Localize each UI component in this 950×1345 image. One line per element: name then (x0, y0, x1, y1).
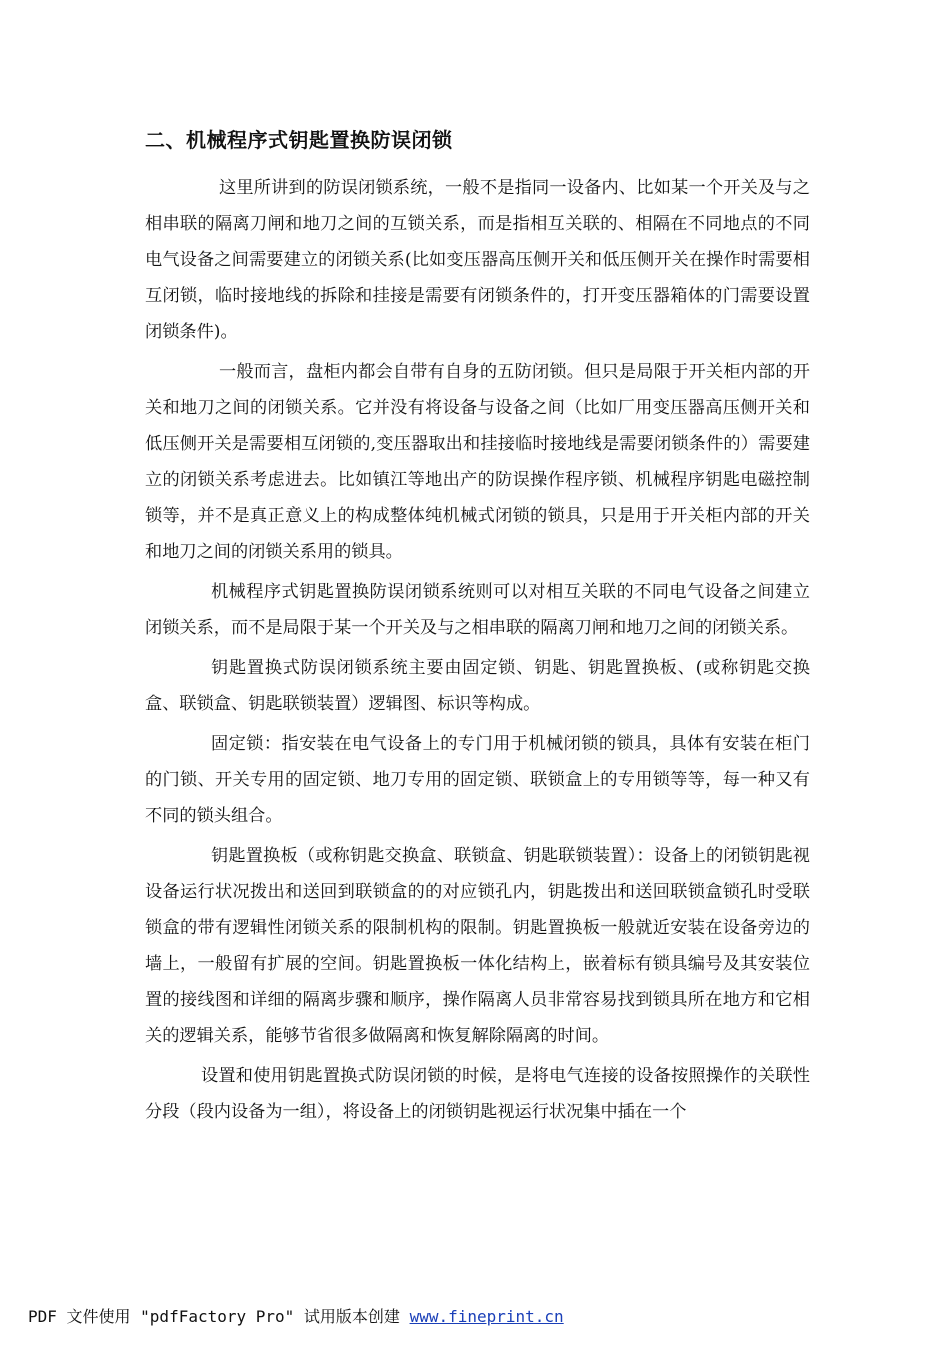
paragraph-system-components: 钥匙置换式防误闭锁系统主要由固定锁、钥匙、钥匙置换板、(或称钥匙交换盒、联锁盒、钥匙联锁装置）逻辑图、标识等构成。 (145, 658, 810, 714)
paragraph-interlock-scope: 这里所讲到的防误闭锁系统，一般不是指同一设备内、比如某一个开关及与之相串联的隔离刀闸和地刀之间的互锁关系，而是指相互关联的、相隔在不同地点的不同电气设备之间需要建立的闭锁关系(比如变压器高压侧开关和低压侧开关在操作时需要相互闭锁，临时接地线的拆除和挂接是需要有闭锁条件的，打开变压器箱体的门需要设置闭锁条件)。 (145, 178, 810, 342)
footer-text: PDF 文件使用 "pdfFactory Pro" 试用版本创建 (28, 1307, 410, 1326)
body-text (145, 170, 810, 1134)
footer-link[interactable]: www.fineprint.cn (409, 1307, 564, 1326)
paragraph-fixed-lock: 固定锁：指安装在电气设备上的专门用于机械闭锁的锁具，具体有安装在柜门的门锁、开关专用的固定锁、地刀专用的固定锁、联锁盒上的专用锁等等，每一种又有不同的锁头组合。 (145, 734, 810, 826)
paragraph-setup-usage: 设置和使用钥匙置换式防误闭锁的时候，是将电气连接的设备按照操作的关联性分段（段内设备为一组），将设备上的闭锁钥匙视运行状况集中插在一个 (145, 1066, 810, 1122)
paragraph-key-exchange-board: 钥匙置换板（或称钥匙交换盒、联锁盒、钥匙联锁装置）：设备上的闭锁钥匙视设备运行状况拨出和送回到联锁盒的的对应锁孔内，钥匙拨出和送回联锁盒锁孔时受联锁盒的带有逻辑性闭锁关系的限制机构的限制。钥匙置换板一般就近安装在设备旁边的墙上，一般留有扩展的空间。钥匙置换板一体化结构上，嵌着标有锁具编号及其安装位置的接线图和详细的隔离步骤和顺序，操作隔离人员非常容易找到锁具所在地方和它相关的逻辑关系，能够节省很多做隔离和恢复解除隔离的时间。 (145, 846, 810, 1046)
section-heading: 二、机械程序式钥匙置换防误闭锁 (145, 128, 453, 152)
pdf-footer (28, 1304, 564, 1330)
paragraph-cabinet-five-prevention: 一般而言，盘柜内都会自带有自身的五防闭锁。但只是局限于开关柜内部的开关和地刀之间的闭锁关系。它并没有将设备与设备之间（比如厂用变压器高压侧开关和低压侧开关是需要相互闭锁的,变压器取出和挂接临时接地线是需要闭锁条件的）需要建立的闭锁关系考虑进去。比如镇江等地出产的防误操作程序锁、机械程序钥匙电磁控制锁等，并不是真正意义上的构成整体纯机械式闭锁的锁具，只是用于开关柜内部的开关和地刀之间的闭锁关系用的锁具。 (145, 362, 810, 562)
paragraph-mechanical-system: 机械程序式钥匙置换防误闭锁系统则可以对相互关联的不同电气设备之间建立闭锁关系，而不是局限于某一个开关及与之相串联的隔离刀闸和地刀之间的闭锁关系。 (145, 582, 810, 638)
